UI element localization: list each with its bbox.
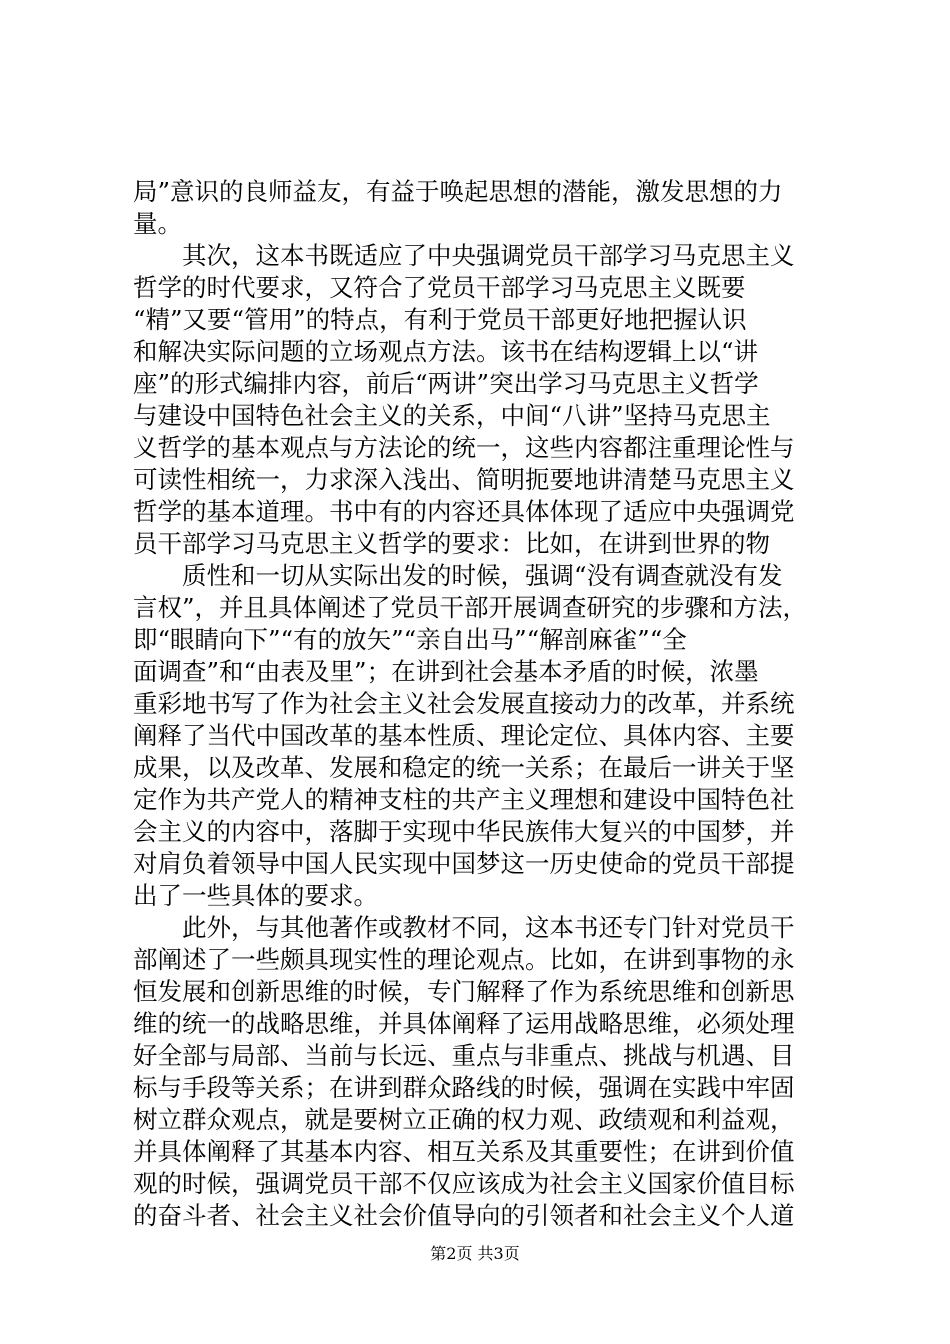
text-line: 定作为共产党人的精神支柱的共产主义理想和建设中国特色社	[133, 785, 795, 814]
text-line: 恒发展和创新思维的时候，专门解释了作为系统思维和创新思	[133, 977, 795, 1006]
text-line: 的奋斗者、社会主义社会价值导向的引领者和社会主义个人道	[133, 1201, 795, 1230]
text-line: 和解决实际问题的立场观点方法。该书在结构逻辑上以“讲	[133, 337, 759, 366]
text-line: 员干部学习马克思主义哲学的要求：比如，在讲到世界的物	[133, 529, 770, 558]
page-number-footer: 第2页 共3页	[430, 1244, 520, 1263]
text-line: 对肩负着领导中国人民实现中国梦这一历史使命的党员干部提	[133, 849, 795, 878]
text-line: 面调查”和“由表及里”；在讲到社会基本矛盾的时候，浓墨	[133, 657, 759, 686]
text-line: 出了一些具体的要求。	[133, 881, 378, 910]
text-line: 观的时候，强调党员干部不仅应该成为社会主义国家价值目标	[133, 1169, 795, 1198]
text-line: 哲学的时代要求，又符合了党员干部学习马克思主义既要	[133, 273, 746, 302]
text-line: 成果，以及改革、发展和稳定的统一关系；在最后一讲关于坚	[133, 753, 795, 782]
text-line: 即“眼睛向下”“有的放矢”“亲自出马”“解剖麻雀”“全	[133, 625, 687, 654]
text-line: 质性和一切从实际出发的时候，强调“没有调查就没有发	[182, 561, 783, 590]
text-line: 维的统一的战略思维，并具体阐释了运用战略思维，必须处理	[133, 1009, 795, 1038]
text-line: 部阐述了一些颇具现实性的理论观点。比如，在讲到事物的永	[133, 945, 795, 974]
text-line: 言权”，并且具体阐述了党员干部开展调查研究的步骤和方法，	[133, 593, 808, 622]
text-line: 哲学的基本道理。书中有的内容还具体体现了适应中央强调党	[133, 497, 795, 526]
text-line: 阐释了当代中国改革的基本性质、理论定位、具体内容、主要	[133, 721, 795, 750]
text-line: 其次，这本书既适应了中央强调党员干部学习马克思主义	[182, 241, 795, 270]
text-line: 重彩地书写了作为社会主义社会发展直接动力的改革，并系统	[133, 689, 795, 718]
text-line: 此外，与其他著作或教材不同，这本书还专门针对党员干	[182, 913, 795, 942]
text-line: 可读性相统一，力求深入浅出、简明扼要地讲清楚马克思主义	[133, 465, 795, 494]
text-line: 好全部与局部、当前与长远、重点与非重点、挑战与机遇、目	[133, 1041, 795, 1070]
text-line: 并具体阐释了其基本内容、相互关系及其重要性；在讲到价值	[133, 1137, 795, 1166]
text-line: 局”意识的良师益友，有益于唤起思想的潜能，激发思想的力	[133, 177, 783, 206]
text-line: 标与手段等关系；在讲到群众路线的时候，强调在实践中牢固	[133, 1073, 795, 1102]
text-line: “精”又要“管用”的特点，有利于党员干部更好地把握认识	[133, 305, 747, 334]
text-line: 量。	[133, 209, 182, 238]
text-line: 座”的形式编排内容，前后“两讲”突出学习马克思主义哲学	[133, 369, 759, 398]
text-line: 树立群众观点，就是要树立正确的权力观、政绩观和利益观，	[133, 1105, 795, 1134]
text-line: 与建设中国特色社会主义的关系，中间“八讲”坚持马克思主	[133, 401, 771, 430]
text-line: 义哲学的基本观点与方法论的统一，这些内容都注重理论性与	[133, 433, 795, 462]
text-line: 会主义的内容中，落脚于实现中华民族伟大复兴的中国梦，并	[133, 817, 795, 846]
